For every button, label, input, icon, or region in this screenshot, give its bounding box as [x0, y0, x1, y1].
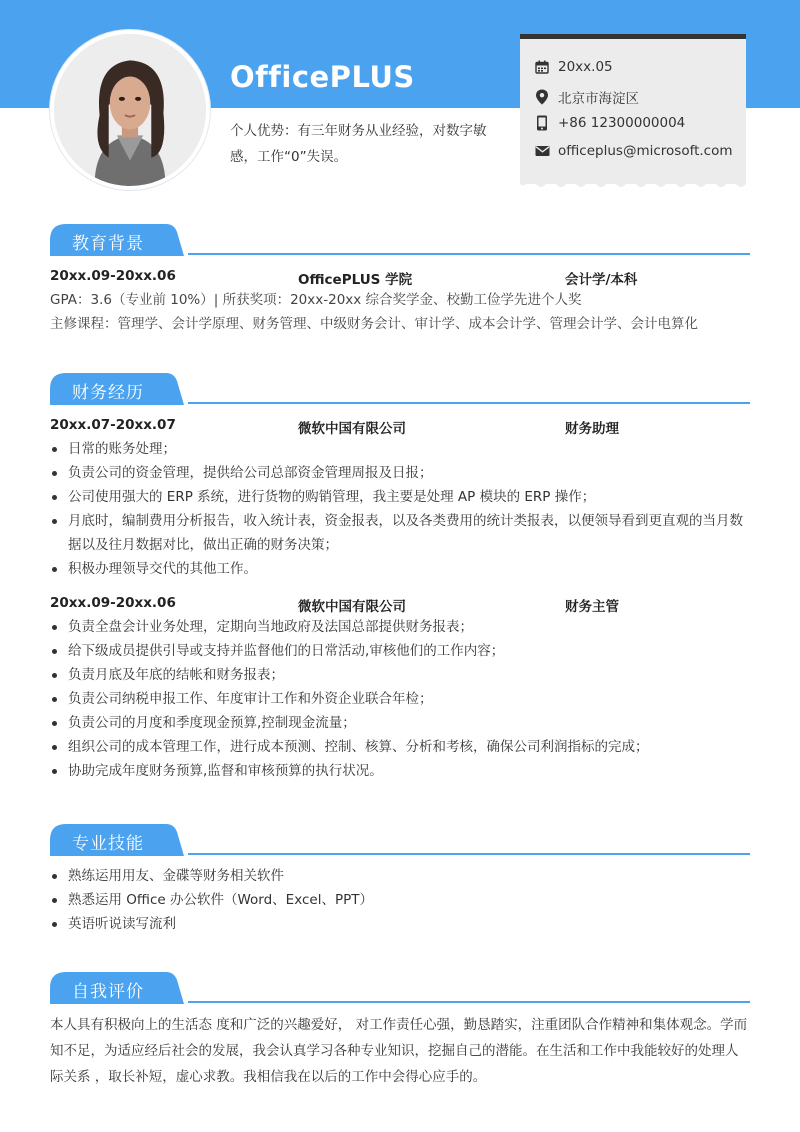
self-evaluation-title: 自我评价 — [72, 982, 144, 1002]
self-evaluation-header — [50, 972, 750, 1004]
list-item: 积极办理领导交代的其他工作。 — [50, 557, 750, 581]
contact-email: officeplus@microsoft.com — [558, 143, 733, 159]
portrait-icon — [54, 34, 206, 186]
list-item: 日常的账务处理； — [50, 437, 750, 461]
list-item: 公司使用强大的 ERP 系统，进行货物的购销管理，我主要是处理 AP 模块的 ERP 操作； — [50, 485, 750, 509]
contact-email-row — [534, 143, 733, 159]
section-divider — [188, 253, 750, 255]
avatar — [50, 30, 210, 190]
contact-date: 20xx.05 — [558, 59, 613, 75]
email-icon — [534, 143, 550, 159]
job-role: 财务主管 — [565, 599, 619, 615]
job-company: 微软中国有限公司 — [298, 421, 406, 437]
experience-title: 财务经历 — [72, 383, 144, 403]
profile-photo — [54, 34, 206, 186]
job-row — [50, 591, 750, 615]
education-title: 教育背景 — [72, 234, 144, 254]
candidate-name: OfficePLUS — [230, 60, 415, 94]
education-school: OfficePLUS 学院 — [298, 272, 413, 288]
contact-date-row — [534, 59, 613, 75]
experience-section — [50, 373, 750, 783]
list-item: 给下级成员提供引导或支持并监督他们的日常活动,审核他们的工作内容； — [50, 639, 750, 663]
skills-title: 专业技能 — [72, 834, 144, 854]
education-section — [50, 224, 750, 336]
job-period: 20xx.07-20xx.07 — [50, 417, 176, 433]
education-header — [50, 224, 750, 256]
list-item: 英语听说读写流利 — [50, 912, 750, 936]
list-item: 负责全盘会计业务处理，定期向当地政府及法国总部提供财务报表； — [50, 615, 750, 639]
job-row — [50, 413, 750, 437]
section-divider — [188, 853, 750, 855]
education-major: 会计学/本科 — [565, 272, 638, 288]
contact-phone: +86 12300000004 — [558, 115, 686, 131]
list-item: 熟练运用用友、金碟等财务相关软件 — [50, 864, 750, 888]
self-evaluation-section — [50, 972, 750, 1090]
skills-section — [50, 824, 750, 936]
calendar-icon — [534, 59, 550, 75]
list-item: 负责公司的月度和季度现金预算,控制现金流量； — [50, 711, 750, 735]
contact-card — [520, 34, 746, 184]
contact-location: 北京市海淀区 — [558, 91, 639, 107]
section-divider — [188, 1001, 750, 1003]
personal-summary: 个人优势：有三年财务从业经验，对数字敏感，工作“0”失误。 — [230, 123, 487, 165]
card-scallop-edge — [520, 178, 746, 190]
self-evaluation-text: 本人具有积极向上的生活态 度和广泛的兴趣爱好， 对工作责任心强，勤恳踏实，注重团队合作精神和集体观念。学而知不足，为适应经后社会的发展，我会认真学习各种专业知识，挖掘自己的潜能。在生活和工作中我能较好的处理人际关系 ，取长补短，虚心求教。我相信我在以后的工作中会得心应手的。 — [50, 1017, 748, 1085]
education-gpa: GPA：3.6（专业前 10%）| 所获奖项：20xx-20xx 综合奖学金、校勤工俭学先进个人奖 — [50, 292, 582, 308]
contact-location-row — [534, 87, 639, 107]
education-period: 20xx.09-20xx.06 — [50, 268, 176, 284]
phone-icon — [534, 115, 550, 131]
skills-header — [50, 824, 750, 856]
list-item: 熟悉运用 Office 办公软件（Word、Excel、PPT） — [50, 888, 750, 912]
education-courses: 主修课程：管理学、会计学原理、财务管理、中级财务会计、审计学、成本会计学、管理会计学、会计电算化 — [50, 316, 698, 332]
contact-phone-row — [534, 115, 685, 131]
job-period: 20xx.09-20xx.06 — [50, 595, 176, 611]
job-company: 微软中国有限公司 — [298, 599, 406, 615]
location-pin-icon — [534, 89, 550, 105]
education-row — [50, 264, 750, 288]
list-item: 协助完成年度财务预算,监督和审核预算的执行状况。 — [50, 759, 750, 783]
experience-header — [50, 373, 750, 405]
list-item: 负责公司纳税申报工作、年度审计工作和外资企业联合年检； — [50, 687, 750, 711]
job-duties-list — [50, 615, 750, 783]
list-item: 负责公司的资金管理，提供给公司总部资金管理周报及日报； — [50, 461, 750, 485]
job-role: 财务助理 — [565, 421, 619, 437]
list-item: 负责月底及年底的结帐和财务报表； — [50, 663, 750, 687]
skills-list — [50, 864, 750, 936]
list-item: 组织公司的成本管理工作，进行成本预测、控制、核算、分析和考核，确保公司利润指标的完成； — [50, 735, 750, 759]
section-divider — [188, 402, 750, 404]
list-item: 月底时，编制费用分析报告，收入统计表，资金报表，以及各类费用的统计类报表，以便领导看到更直观的当月数据以及往月数据对比，做出正确的财务决策； — [50, 509, 750, 557]
job-duties-list — [50, 437, 750, 581]
